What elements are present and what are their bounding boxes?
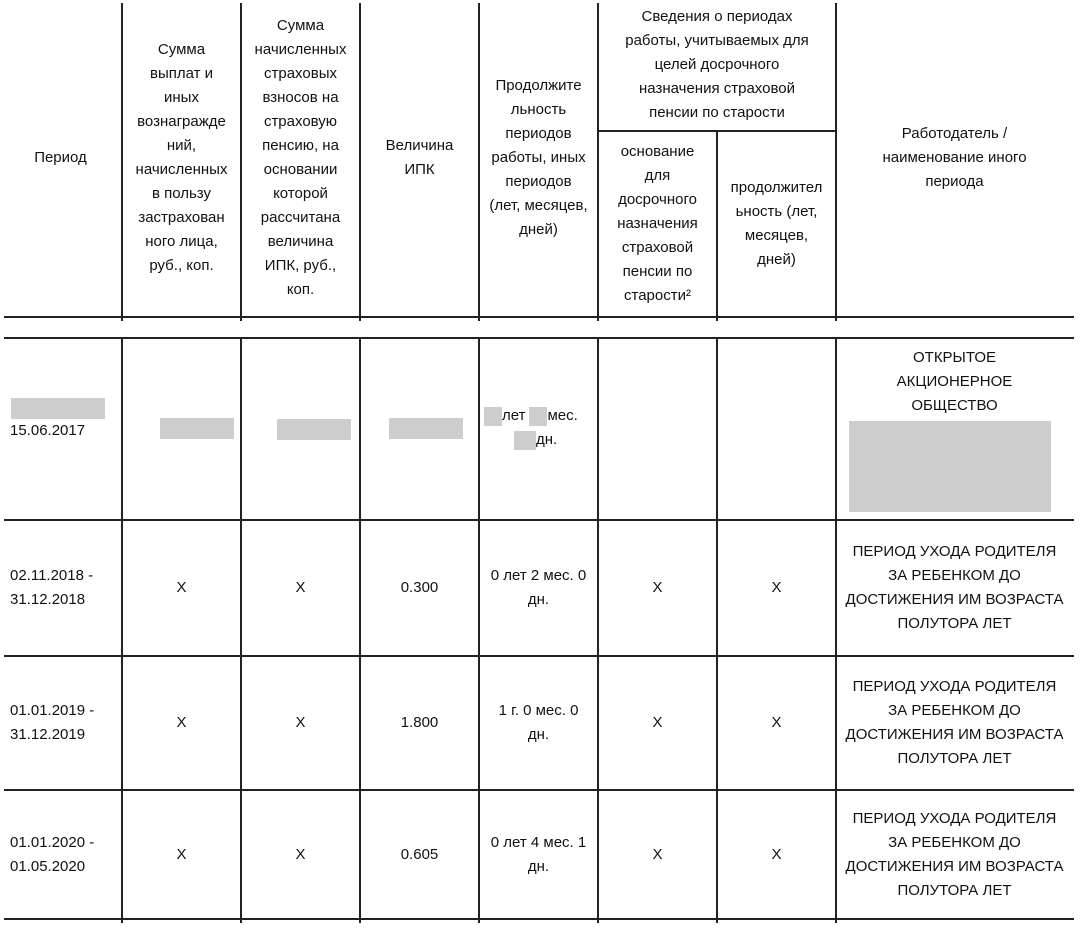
- header-early-duration: продолжител ьность (лет, месяцев, дней): [730, 179, 823, 268]
- redacted-days: [514, 431, 536, 450]
- row-early-duration: Х: [771, 579, 782, 596]
- header-period: Период: [34, 149, 87, 166]
- row-period: 01.01.2020 - 01.05.2020: [10, 833, 95, 875]
- header-early-group: Сведения о периодах работы, учитываемых для целей досрочного назначения страховой пенсии по старости: [625, 8, 809, 121]
- row-border: [4, 918, 1074, 920]
- duration-days-label: дн.: [536, 431, 558, 448]
- header-payments: Сумма выплат и иных вознагражде ний, начисленных в пользу застрахован ного лица, руб., коп.: [135, 41, 228, 274]
- row-employer: ПЕРИОД УХОДА РОДИТЕЛЯ ЗА РЕБЕНКОМ ДО ДОСТИЖЕНИЯ ИМ ВОЗРАСТА ПОЛУТОРА ЛЕТ: [845, 678, 1064, 767]
- row-ipk: 1.800: [400, 714, 439, 731]
- row-period: 02.11.2018 - 31.12.2018: [10, 567, 94, 608]
- redacted-payments: [160, 418, 234, 439]
- body-top-border: [4, 337, 1074, 339]
- row-duration: [480, 404, 597, 456]
- row-early-duration: Х: [771, 714, 782, 731]
- row-payments: Х: [176, 714, 187, 731]
- row-early-basis: Х: [652, 579, 663, 596]
- row-employer: ПЕРИОД УХОДА РОДИТЕЛЯ ЗА РЕБЕНКОМ ДО ДОСТИЖЕНИЯ ИМ ВОЗРАСТА ПОЛУТОРА ЛЕТ: [845, 543, 1064, 632]
- row-early-duration: Х: [771, 845, 782, 863]
- duration-months-label: мес.: [547, 407, 578, 424]
- row-early-basis: Х: [652, 845, 663, 863]
- redacted-ipk: [389, 418, 463, 439]
- header-ipk: Величина ИПК: [385, 137, 454, 178]
- duration-years-label: лет: [502, 407, 526, 424]
- header-duration: Продолжите льность периодов работы, иных периодов (лет, месяцев, дней): [489, 77, 588, 238]
- redacted-years: [484, 407, 502, 426]
- header-early-basis: основание для досрочного назначения страховой пенсии по старости²: [617, 143, 698, 304]
- row-employer: ОТКРЫТОЕ АКЦИОНЕРНОЕ ОБЩЕСТВО: [896, 349, 1013, 414]
- row-duration: 0 лет 4 мес. 1 дн.: [490, 833, 587, 875]
- row-contributions: Х: [295, 579, 306, 596]
- row-duration: 1 г. 0 мес. 0 дн.: [498, 702, 579, 743]
- header-employer: Работодатель / наименование иного периода: [882, 125, 1027, 190]
- row-ipk: 0.300: [400, 579, 439, 596]
- row-early-basis: Х: [652, 714, 663, 731]
- redacted-contributions: [277, 419, 351, 440]
- header-contributions: Сумма начисленных страховых взносов на страховую пенсию, на основании которой рассчитана величина ИПК, руб., коп.: [254, 17, 347, 298]
- row-ipk: 0.605: [400, 845, 439, 863]
- row-period: 01.01.2019 - 31.12.2019: [10, 702, 95, 743]
- row-duration: 0 лет 2 мес. 0 дн.: [490, 567, 587, 608]
- redacted-period-start: [11, 398, 105, 419]
- row-payments: Х: [176, 579, 187, 596]
- row-period: 15.06.2017: [10, 422, 86, 439]
- row-payments: Х: [176, 845, 187, 863]
- redacted-months: [529, 407, 547, 426]
- row-contributions: Х: [295, 845, 306, 863]
- row-contributions: Х: [295, 714, 306, 731]
- header-bottom-border: [4, 316, 1074, 318]
- row-employer: ПЕРИОД УХОДА РОДИТЕЛЯ ЗА РЕБЕНКОМ ДО ДОСТИЖЕНИЯ ИМ ВОЗРАСТА ПОЛУТОРА ЛЕТ: [845, 809, 1064, 899]
- redacted-employer-name: [849, 421, 1051, 512]
